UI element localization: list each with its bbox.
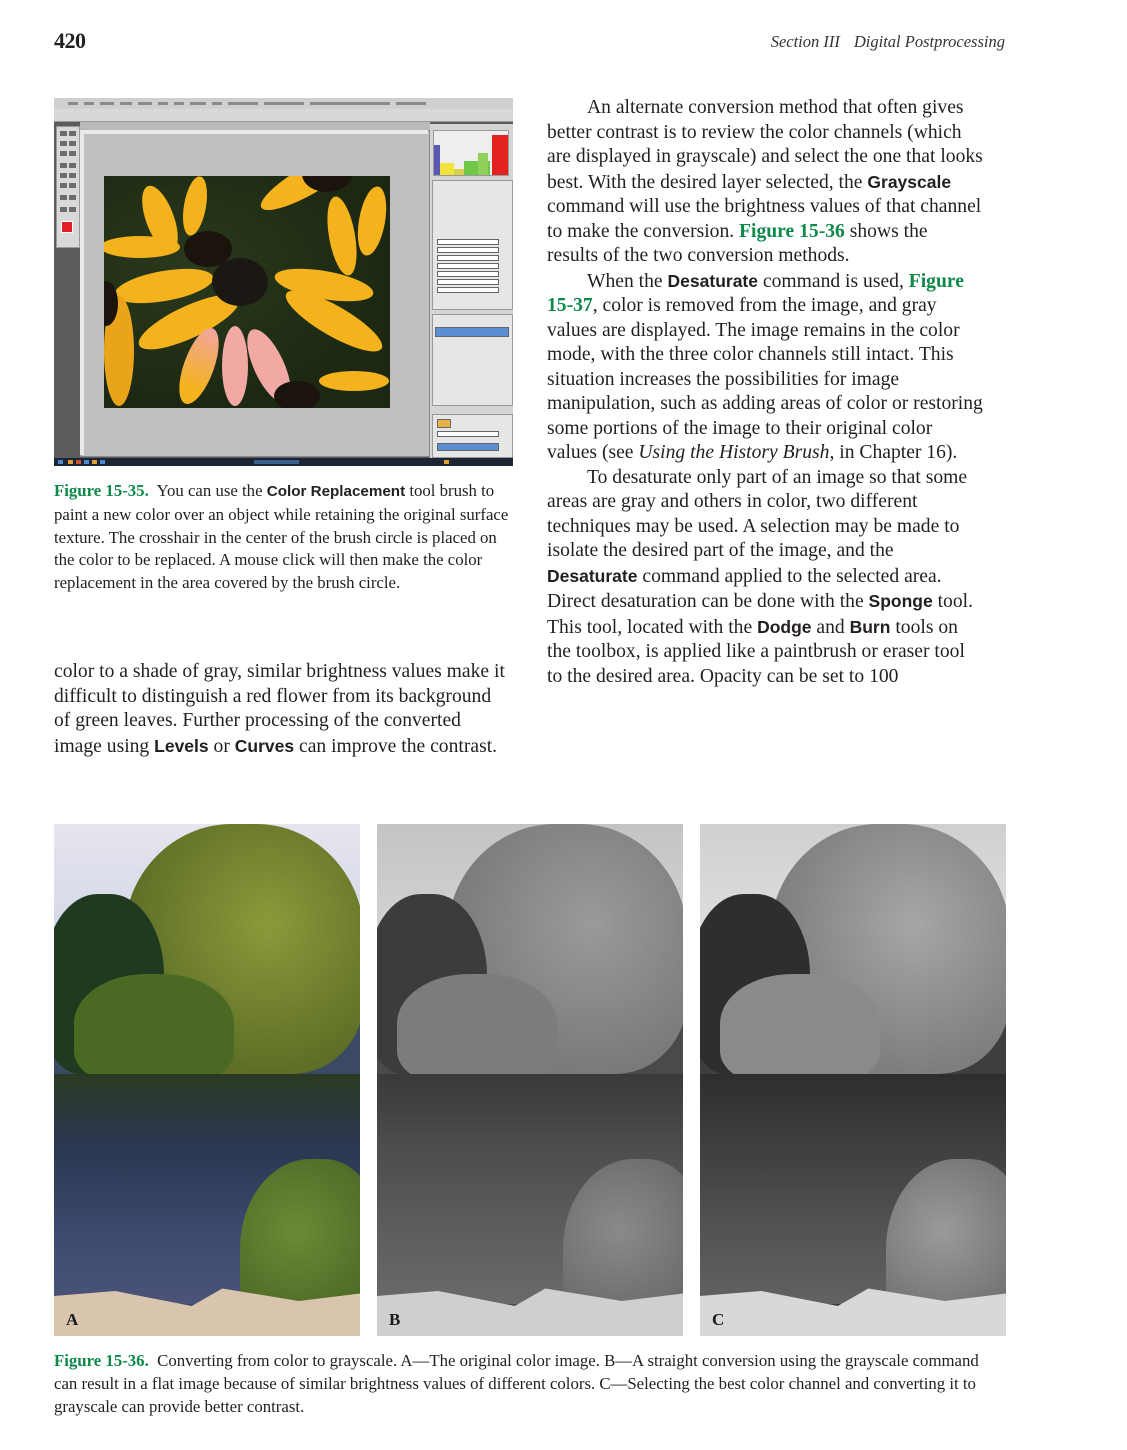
document-tab [80,122,430,130]
page-number: 420 [54,28,86,53]
paragraph: To desaturate only part of an image so that some areas are gray and others in color, two different techniques may be used. A selection may be made to isolate the desired part of the image, and the Desaturate command applied to the selected area. Direct desaturation can be done with the Sponge tool. This tool, located with the Dodge and Burn tools on the toolbox, is applied like a paintbrush or eraser tool to the desired area. Opacity can be set to 100 [547,466,973,687]
cross-reference: Using the History Brush [638,442,830,463]
foreground-color-swatch [61,221,73,233]
adjustments-panel [432,180,513,310]
panel-letter: B [389,1310,401,1329]
panel-letter: A [66,1310,79,1329]
ui-term-dodge: Dodge [757,616,812,637]
toolbox [56,126,80,248]
section-label: Section III [770,32,840,51]
panels-dock [430,124,513,459]
ui-term-sponge: Sponge [868,591,933,611]
paragraph: An alternate conversion method that often gives better contrast is to review the color channels (which are displayed in grayscale) and select the one that looks best. With the desired layer selected, the Grayscale command will use the brightness values of that channel to make the conversion. Figure 15-36 shows the results of the two conversion methods. [547,97,983,266]
ruler-left [80,130,84,455]
layer-row-selected [435,327,509,337]
app-options-bar [54,109,513,122]
paragraph: color to a shade of gray, similar brightness values make it difficult to distinguish a red flower from its background of green leaves. Further processing of the converted image using Levels or Curves can improve the contrast. [54,661,505,757]
ui-term-desaturate: Desaturate [547,565,638,586]
right-column-text [547,96,983,689]
ui-term-desaturate: Desaturate [667,270,758,291]
photo-panel-a [54,824,360,1336]
figure-ref-15-37[interactable]: Figure 15-37 [547,270,964,316]
histogram-panel [433,130,509,176]
os-taskbar [54,458,513,466]
caption-text: You can use the [156,481,267,500]
caption-text: Converting from color to grayscale. A—The original color image. B—A straight conversion using the grayscale command can result in a flat image because of similar brightness values of different colors. C—Selecting the best color channel and converting it to grayscale can provide better contrast. [54,1351,979,1416]
figure-label: Figure 15-35. [54,481,149,500]
left-column-text [54,660,509,759]
app-menubar [54,98,513,109]
paragraph: When the Desaturate command is used, Figure 15-37, color is removed from the image, and gray values are displayed. The image remains in the color mode, with the three color channels still intact. This situation increases the possibilities for image manipulation, such as adding areas of color or restoring some portions of the image to their original color values (see Using the History Brush, in Chapter 16). [547,270,983,463]
photo-panel-b [377,824,683,1336]
caption-text: tool brush to paint a new color over an object while retaining the original surface texture. The crosshair in the center of the brush circle is placed on the color to be replaced. A mouse click will then make the color replacement in the area covered by the brush circle. [54,481,509,593]
flower-photo [104,176,390,408]
figure-15-35-caption [54,480,516,595]
layers-panel [432,314,513,406]
figure-15-35-screenshot [54,98,513,466]
photo-panel-c [700,824,1006,1336]
figure-ref-15-36[interactable]: Figure 15-36 [739,220,845,242]
figure-label: Figure 15-36. [54,1351,149,1370]
ui-term-levels: Levels [154,735,209,756]
ui-term-color-replacement: Color Replacement [266,483,406,500]
ui-term-grayscale: Grayscale [867,171,952,192]
ui-term-curves: Curves [234,735,295,756]
ruler-top [80,130,428,134]
panel-letter: C [712,1310,725,1329]
history-panel [432,414,513,458]
figure-15-36-caption [54,1350,1004,1418]
running-head [771,32,1005,52]
chapter-title: Digital Postprocessing [853,32,1005,51]
ui-term-burn: Burn [849,616,891,637]
